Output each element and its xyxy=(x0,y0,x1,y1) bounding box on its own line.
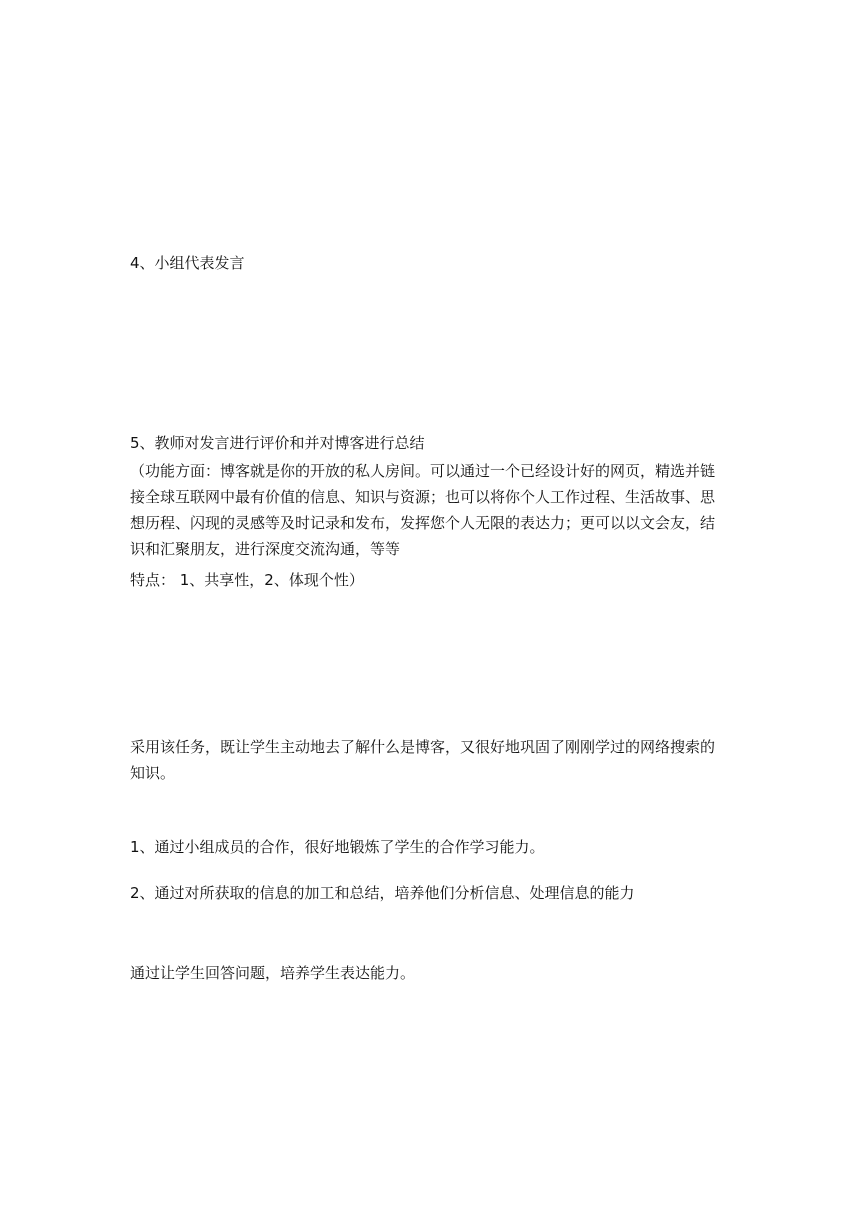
features-line: 特点： 1、共享性，2、体现个性） xyxy=(130,571,364,589)
summary-line: 想历程、闪现的灵感等及时记录和发布，发挥您个人无限的表达力；更可以以文会友，结 xyxy=(130,514,716,532)
summary-line: 识和汇聚朋友，进行深度交流沟通，等等 xyxy=(130,540,401,558)
summary-line: （功能方面：博客就是你的开放的私人房间。可以通过一个已经设计好的网页，精选并链 xyxy=(130,462,716,480)
goal-cooperation: 1、通过小组成员的合作，很好地锻炼了学生的合作学习能力。 xyxy=(130,838,545,856)
summary-line: 接全球互联网中最有价值的信息、知识与资源；也可以将你个人工作过程、生活故事、思 xyxy=(130,488,716,506)
step-5-heading: 5、教师对发言进行评价和并对博客进行总结 xyxy=(130,434,425,452)
intent-line: 采用该任务，既让学生主动地去了解什么是博客，又很好地巩固了刚刚学过的网络搜索的 xyxy=(130,738,716,756)
step-4-heading: 4、小组代表发言 xyxy=(130,254,245,272)
goal-expression: 通过让学生回答问题，培养学生表达能力。 xyxy=(130,964,416,982)
goal-information-processing: 2、通过对所获取的信息的加工和总结，培养他们分析信息、处理信息的能力 xyxy=(130,884,635,902)
intent-line: 知识。 xyxy=(130,764,176,782)
